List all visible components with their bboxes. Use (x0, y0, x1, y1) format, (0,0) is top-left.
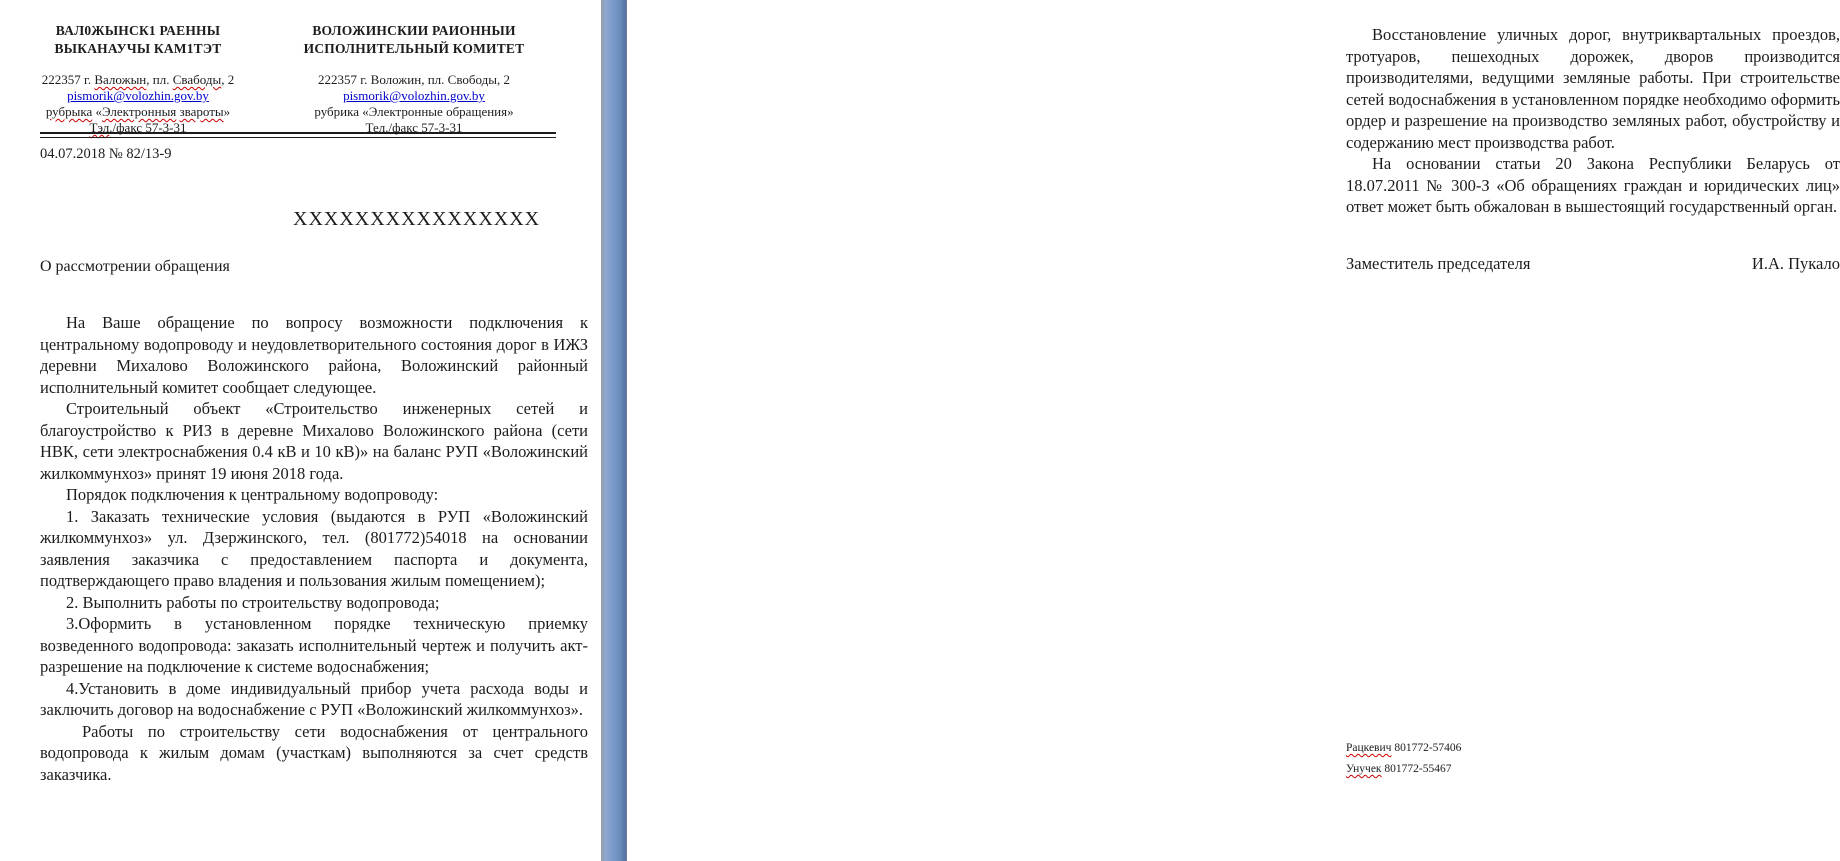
org-title-ru-line2: ИСПОЛНИТЕЛЬНЫЙ КОМИТЕТ (303, 41, 525, 56)
address-text: , 2 (221, 72, 235, 87)
signature-row (1346, 254, 1840, 274)
signer-name: И.А. Пукало (1751, 254, 1840, 273)
tel-word-misspelled: Тэл (89, 120, 110, 135)
org-title-be-line2: ВЫКАНАУЧЫ КАМ1ТЭТ (54, 41, 222, 56)
letter-body-page2 (1346, 24, 1840, 218)
org-title-ru-line1: ВОЛОЖИНСКИИ РАИОННЫИ (312, 23, 516, 38)
rubric-word-misspelled: Электронныя (102, 104, 177, 119)
rubric-word-misspelled: звароты (179, 104, 224, 119)
executor-contacts (1346, 738, 1461, 780)
page-gap-divider (601, 0, 627, 861)
address-text: 222357 г. (41, 72, 95, 87)
rubric-text: « (92, 104, 102, 119)
subject-line: О рассмотрении обращения (40, 258, 230, 275)
list-item-paragraph: 1. Заказать технические условия (выдаются в РУП «Воложинский жилкоммунхоз» ул. Дзержинского, тел. (801772)54018 на основании заявления заказчика с предоставлением паспорта и документа, подтверждающего право владения и пользования жилым помещением); (40, 506, 588, 590)
paragraph: Порядок подключения к центральному водопроводу: (66, 485, 439, 504)
paragraph: На Ваше обращение по вопросу возможности подключения к центральному водопроводу и неудовлетворительного состояния дорог в ИЖЗ деревни Михалово Воложинского района, Воложинский районный исполнительный комитет сообщает следующее. (40, 313, 588, 397)
letterhead-russian (296, 22, 532, 136)
executor-name: Унучек (1346, 763, 1382, 775)
org-tel-ru: Тел./факс 57-3-31 (365, 120, 463, 135)
org-rubric-be (38, 104, 238, 120)
signer-position: Заместитель председателя (1346, 254, 1531, 273)
paragraph: Работы по строительству сети водоснабжения от центрального водопровода к жилым домам (участкам) выполняются за счет средств заказчика. (40, 721, 588, 784)
rubric-word-misspelled: рубрыка (45, 104, 93, 119)
list-item-paragraph: 2. Выполнить работы по строительству водопровода; (66, 592, 440, 612)
list-item-paragraph: 4.Установить в доме индивидуальный прибор учета расхода воды и заключить договор на водоснабжение с РУП «Воложинский жилкоммунхоз». (40, 678, 588, 719)
org-rubric-ru: рубрика «Электронные обращения» (314, 104, 514, 119)
address-city-misspelled: Валожын (94, 72, 147, 87)
list-item-paragraph: 3.Оформить в установленном порядке техническую приемку возведенного водопровода: заказать исполнительный чертеж и получить акт-разрешение на подключение к системе водоснабжения; (40, 614, 588, 676)
email-link[interactable]: pismorik@volozhin.gov.by (67, 88, 209, 103)
addressee-placeholder: ХХХХХХХХХХХХХХХХ (293, 208, 541, 230)
letterhead-spacer (38, 58, 238, 72)
reference-number-line: 04.07.2018 № 82/13-9 (40, 146, 172, 162)
org-title-be-line1: ВАЛ0ЖЫНСК1 РАЕННЫ (55, 23, 221, 38)
executor-phone: 801772-55467 (1384, 763, 1452, 775)
address-text: , пл. (146, 72, 173, 87)
letterhead-separator-rule (40, 132, 556, 138)
letterhead-spacer (296, 58, 532, 72)
org-email-be-line (38, 88, 238, 104)
document-page-1 (0, 0, 600, 861)
paragraph: Строительный объект «Строительство инженерных сетей и благоустройство к РИЗ в деревне Михалово Воложинского района (сети НВК, сети электроснабжения 0.4 кВ и 10 кВ)» на баланс РУП «Воложинский жилкоммунхоз» принят 19 июня 2018 года. (40, 399, 588, 483)
paragraph: Восстановление уличных дорог, внутриквартальных проездов, тротуаров, пешеходных дорожек, дворов производится производителями, ведущими земляные работы. При строительстве сетей водоснабжения в установленном порядке необходимо оформить ордер и разрешение на производство земляных работ, обустройству и содержанию мест производства работ. (1346, 25, 1840, 152)
org-address-be (38, 72, 238, 88)
executor-contact-line (1346, 759, 1461, 780)
org-address-ru: 222357 г. Воложин, пл. Свободы, 2 (318, 72, 510, 87)
address-street-misspelled: Свабоды (172, 72, 222, 87)
rubric-text: » (223, 104, 231, 119)
org-email-ru-line (296, 88, 532, 104)
executor-name: Рацкевич (1346, 742, 1392, 754)
letterhead-belarusian (38, 22, 238, 136)
tel-text: ./факс 57-3-31 (109, 120, 187, 135)
document-page-2 (628, 0, 1840, 861)
email-link[interactable]: pismorik@volozhin.gov.by (343, 88, 485, 103)
executor-phone: 801772-57406 (1394, 742, 1462, 754)
paragraph: На основании статьи 20 Закона Республики Беларусь от 18.07.2011 № 300-З «Об обращениях граждан и юридических лиц» ответ может быть обжалован в вышестоящий государственный орган. (1346, 154, 1840, 216)
letter-body-page1 (40, 312, 588, 785)
executor-contact-line (1346, 738, 1461, 759)
